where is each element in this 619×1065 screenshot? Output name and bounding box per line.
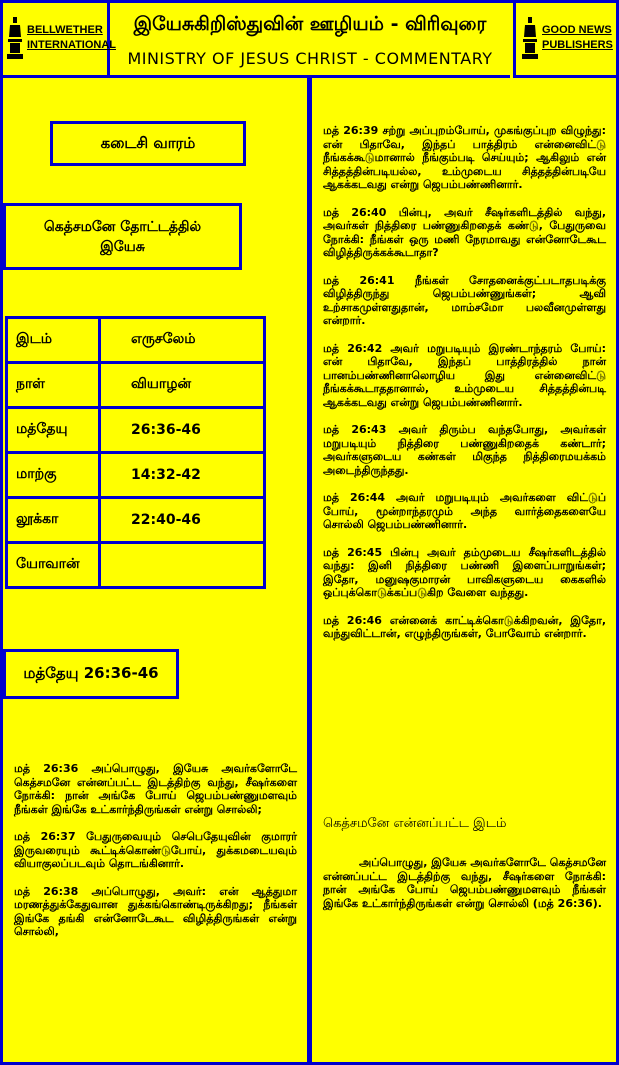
week-label-box [50,121,246,166]
table-row [7,408,265,453]
row-value: 26:36-46 [100,408,265,453]
row-key: லூக்கா [7,498,100,543]
title-english: MINISTRY OF JESUS CHRIST - COMMENTARY [127,49,493,68]
verse-paragraph: மத் 26:46 என்னைக் காட்டிக்கொடுக்கிறவன், இதோ, வந்துவிட்டான், எழுந்திருங்கள், போவோம் என்றார். [323,613,606,640]
section-heading: கெத்சமனே என்னப்பட்ட இடம் [323,816,507,831]
table-row [7,453,265,498]
week-label: கடைசி வாரம் [100,133,196,152]
verse-paragraph: மத் 26:39 சற்று அப்புறம்போய், முகங்குப்புற விழுந்து: என் பிதாவே, இந்தப் பாத்திரம் என்னைவிட்டு நீங்கக்கூடுமானால் நீங்கும்படி செய்யும்; ஆகிலும் என் சித்தத்தின்படியல்ல, உம்முடைய சித்தத்தின்படியே ஆகக்கடவது என்று ஜெபம்பண்ணினார். [323,124,606,191]
logo-line-1: GOOD NEWS [542,24,612,36]
table-row [7,318,265,363]
row-key: யோவான் [7,543,100,588]
verse-paragraph: மத் 26:41 நீங்கள் சோதனைக்குட்படாதபடிக்கு விழித்திருந்து ஜெபம்பண்ணுங்கள்; ஆவி உற்சாகமுள்ளதுதான், மாம்சமோ பலவீனமுள்ளது என்றார். [323,273,606,327]
table-row [7,543,265,588]
verse-paragraph: மத் 26:37 பேதுருவையும் செபெதேயுவின் குமாரர் இருவரையும் கூட்டிக்கொண்டுபோய், துக்கமடையவும் வியாகுலப்படவும் தொடங்கினார். [14,830,297,870]
right-verses [323,124,606,655]
bellwether-logo [7,17,116,59]
row-key: இடம் [7,318,100,363]
verse-paragraph: மத் 26:43 அவர் திரும்ப வந்தபோது, அவர்கள் மறுபடியும் நித்திரை பண்ணுகிறதைக் கண்டார்; அவர்களுடைய கண்கள் மிகுந்த நித்திரைமயக்கம் அடைந்திருந்தது. [323,423,606,477]
title-tamil: இயேசுகிறிஸ்துவின் ஊழியம் - விரிவுரை [133,13,487,35]
bell-tower-icon [522,17,538,59]
row-value: எருசலேம் [100,318,265,363]
table-row [7,363,265,408]
verse-paragraph: மத் 26:42 அவர் மறுபடியும் இரண்டாந்தரம் போய்: என் பிதாவே, இந்தப் பாத்திரத்தில் நான் பானம்பண்ணினாலொழிய இது என்னைவிட்டு நீங்கக்கூடாததானால், உம்முடைய சித்தத்தின்படி ஆகக்கடவது என்று ஜெபம்பண்ணினார். [323,341,606,409]
row-value [100,543,265,588]
verse-paragraph: மத் 26:40 பின்பு, அவர் சீஷர்களிடத்தில் வந்து, அவர்கள் நித்திரை பண்ணுகிறதைக் கண்டு, பேதுருவை நோக்கி: நீங்கள் ஒரு மணி நேரமாவது என்னோடேகூட விழித்திருக்கக்கூடாதா? [323,205,606,259]
logo-line-2: INTERNATIONAL [27,39,117,51]
row-key: மத்தேயு [7,408,100,453]
bellwether-logo-cell [3,3,117,78]
row-key: மாற்கு [7,453,100,498]
column-divider [307,78,312,1062]
bell-tower-icon [7,17,23,59]
verse-paragraph: மத் 26:44 அவர் மறுபடியும் அவர்களை விட்டுப் போய், மூன்றாந்தரமும் அந்த வார்த்தைகளையே சொல்லி ஜெபம்பண்ணினார். [323,491,606,531]
event-title: கெத்சமனே தோட்டத்தில் இயேசு [43,218,202,255]
good-news-logo-cell [513,3,619,78]
row-value: 22:40-46 [100,498,265,543]
logo-line-2: PUBLISHERS [542,39,613,51]
logo-line-1: BELLWETHER [27,24,103,36]
section-text: அப்பொழுது, இயேசு அவர்களோடே கெத்சமனே என்னப்பட்ட இடத்திற்கு வந்து, சீஷர்களை நோக்கி: நான் அங்கே போய் ஜெபம்பண்ணுமளவும் நீங்கள் இங்கே உட்கார்ந்திருங்கள் என்று சொல்லி (மத் 26:36). [323,856,606,910]
header-title-cell [110,3,510,78]
good-news-logo [522,17,613,59]
row-value: 14:32-42 [100,453,265,498]
row-key: நாள் [7,363,100,408]
row-value: வியாழன் [100,363,265,408]
verse-paragraph: மத் 26:36 அப்பொழுது, இயேசு அவர்களோடே கெத்சமனே என்னப்பட்ட இடத்திற்கு வந்து, சீஷர்களை நோக்கி: நான் அங்கே போய் ஜெபம்பண்ணுமளவும் நீங்கள் இங்கே உட்கார்ந்திருங்கள் என்று சொல்லி; [14,762,297,816]
verse-paragraph: மத் 26:38 அப்பொழுது, அவர்: என் ஆத்துமா மரணத்துக்கேதுவான துக்கங்கொண்டிருக்கிறது; நீங்கள் இங்கே தங்கி என்னோடேகூட விழித்திருங்கள் என்று சொல்லி, [14,884,297,938]
reference-label: மத்தேயு 26:36-46 [23,664,159,682]
table-row [7,498,265,543]
info-table [5,316,266,589]
event-title-box [3,203,242,270]
reference-box [3,649,179,699]
left-verses [14,762,297,953]
verse-paragraph: மத் 26:45 பின்பு அவர் தம்முடைய சீஷர்களிடத்தில் வந்து: இனி நித்திரை பண்ணி இளைப்பாறுங்கள்; இதோ, மனுஷகுமாரன் பாவிகளுடைய கைகளில் ஒப்புக்கொடுக்கப்படுகிற வேளை வந்தது. [323,545,606,599]
